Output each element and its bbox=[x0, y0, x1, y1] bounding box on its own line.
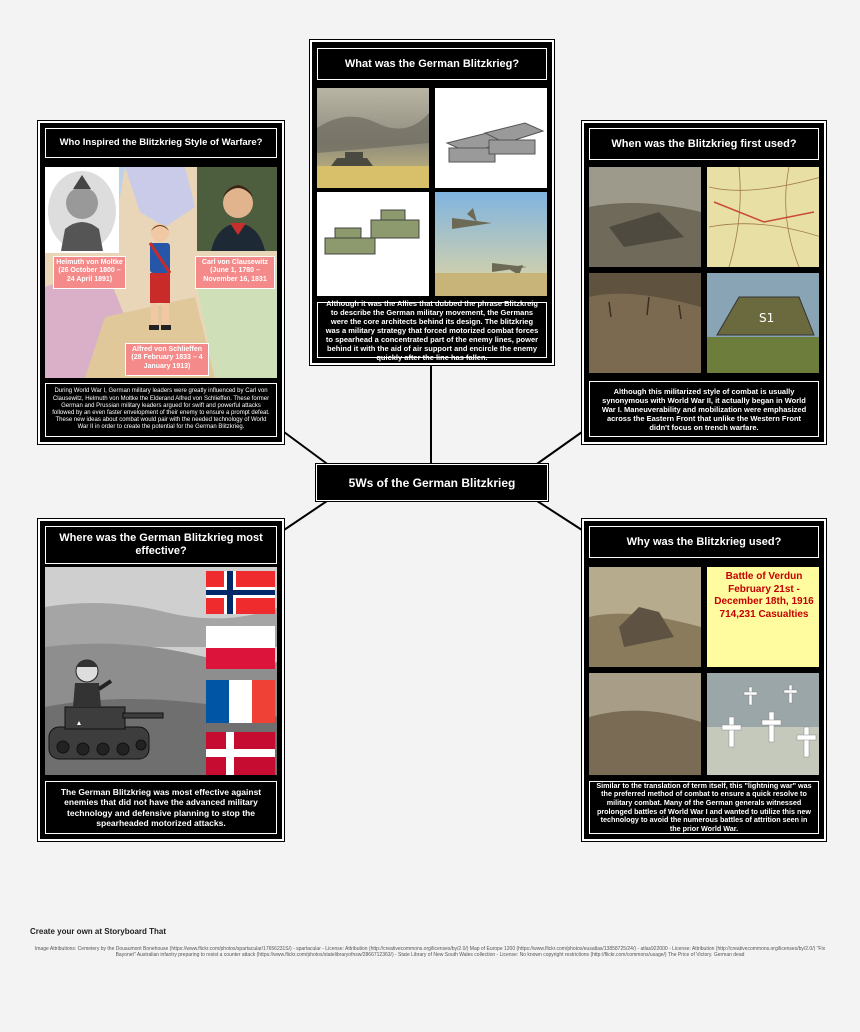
clausewitz-label: Carl von Clausewitz (June 1, 1780 – November 16, 1831 bbox=[195, 256, 275, 289]
cell-who-image bbox=[45, 167, 277, 378]
clausewitz-portrait bbox=[197, 167, 277, 251]
cell-why-text: Similar to the translation of term itself, this "lightning war" was the preferred method of combat to ensure a quick resolve to military combat. Many of the German generals witnessed prolonged battles of World War I and wanted to utilize this new technology to avoid the numerous battles of attrition seen in the prior World War. bbox=[589, 781, 819, 834]
norway-flag bbox=[206, 571, 275, 614]
cell-when bbox=[582, 121, 826, 444]
verdun-label: Battle of Verdun February 21st - December 18th, 1916 714,231 Casualties bbox=[707, 567, 819, 667]
storyboard-cta[interactable]: Create your own at Storyboard That bbox=[30, 927, 167, 936]
schlieffen-figure bbox=[140, 219, 180, 339]
poland-flag bbox=[206, 626, 275, 669]
cell-where-title: Where was the German Blitzkrieg most effective? bbox=[45, 526, 277, 564]
cell-why-title: Why was the Blitzkrieg used? bbox=[589, 526, 819, 558]
moltke-portrait bbox=[45, 167, 119, 253]
cell-why-image bbox=[589, 567, 819, 775]
cell-what-text: Although it was the Allies that dubbed the phrase Blitzkreig to describe the German military movement, the Germans were the core architects behind its design. The blitzkrieg was a military strategy that forced motorized combat forces to spearhead a concentrated part of the enemy lines, power behind it with the aid of air support and encircle the enemy quickly after the line has fallen. bbox=[317, 302, 547, 358]
image-attributions: Image Attributions: Cemetery by the Douaumont Bonehouse (https://www.flickr.com/photos/spartacular/17656231S/) - spartacular - License: Attribution (http://creativecommons.org/licenses/by/2.0/) Map of Europe 1200 (https://www.flickr.com/photos/eusatlas/13858725/24/) - atlas922000 - License: Attribution (http://creativecommons.org/licenses/by/2.0/) "Fix Bayonet" Australian infantry preparing to resist a counter attack (https://www.flickr.com/photos/statelibraryofnsw/2866712363/) - State Library of New South Wales collection - License: No known copyright restrictions (http://flickr.com/commons/usage/) The Price of Victory. German dead bbox=[34, 946, 826, 958]
cell-where-image bbox=[45, 567, 277, 775]
blitzkrieg-photo-collage bbox=[317, 88, 547, 296]
cell-what bbox=[310, 40, 554, 365]
schlieffen-label: Alfred von Schlieffen (28 February 1833 – 4 January 1913) bbox=[125, 343, 209, 376]
moltke-label: Helmuth von Moltke (26 October 1800 – 24 April 1891) bbox=[53, 256, 126, 289]
center-title: 5Ws of the German Blitzkrieg bbox=[316, 464, 548, 501]
cell-why bbox=[582, 519, 826, 841]
ww1-photo-collage bbox=[589, 167, 819, 373]
cell-who bbox=[38, 121, 284, 444]
cell-who-text: During World War I, German military leaders were greatly influenced by Carl von Clausewitz, Helmuth von Moltke the Elderand Alfred von Schlieffen. These former German and Prussian military leaders argued for swift and powerful attacks followed by an even faster envelopment of their enemy to ensure a prompt defeat. These new ideas about combat would pair with the needed technology of World War II in order to create the potential for the German Blitzkrieg. bbox=[45, 383, 277, 437]
denmark-flag bbox=[206, 732, 275, 775]
cell-when-image bbox=[589, 167, 819, 373]
cell-where bbox=[38, 519, 284, 841]
cell-who-title: Who Inspired the Blitzkrieg Style of Warfare? bbox=[45, 128, 277, 158]
svg-text:S1: S1 bbox=[759, 311, 775, 325]
cell-when-text: Although this militarized style of combat is usually synonymous with World War II, it actually began in World War I. Maneuverability and mobilization were emphasized across the Eastern Front that unlike the Western Front didn't focus on trench warfare. bbox=[589, 381, 819, 437]
france-flag bbox=[206, 680, 275, 723]
cell-when-title: When was the Blitzkrieg first used? bbox=[589, 128, 819, 160]
cell-what-image bbox=[317, 88, 547, 296]
cell-what-title: What was the German Blitzkrieg? bbox=[317, 48, 547, 80]
cell-where-text: The German Blitzkrieg was most effective against enemies that did not have the advanced military technology and defensive planning to stop the spearheaded motorized attacks. bbox=[45, 781, 277, 834]
